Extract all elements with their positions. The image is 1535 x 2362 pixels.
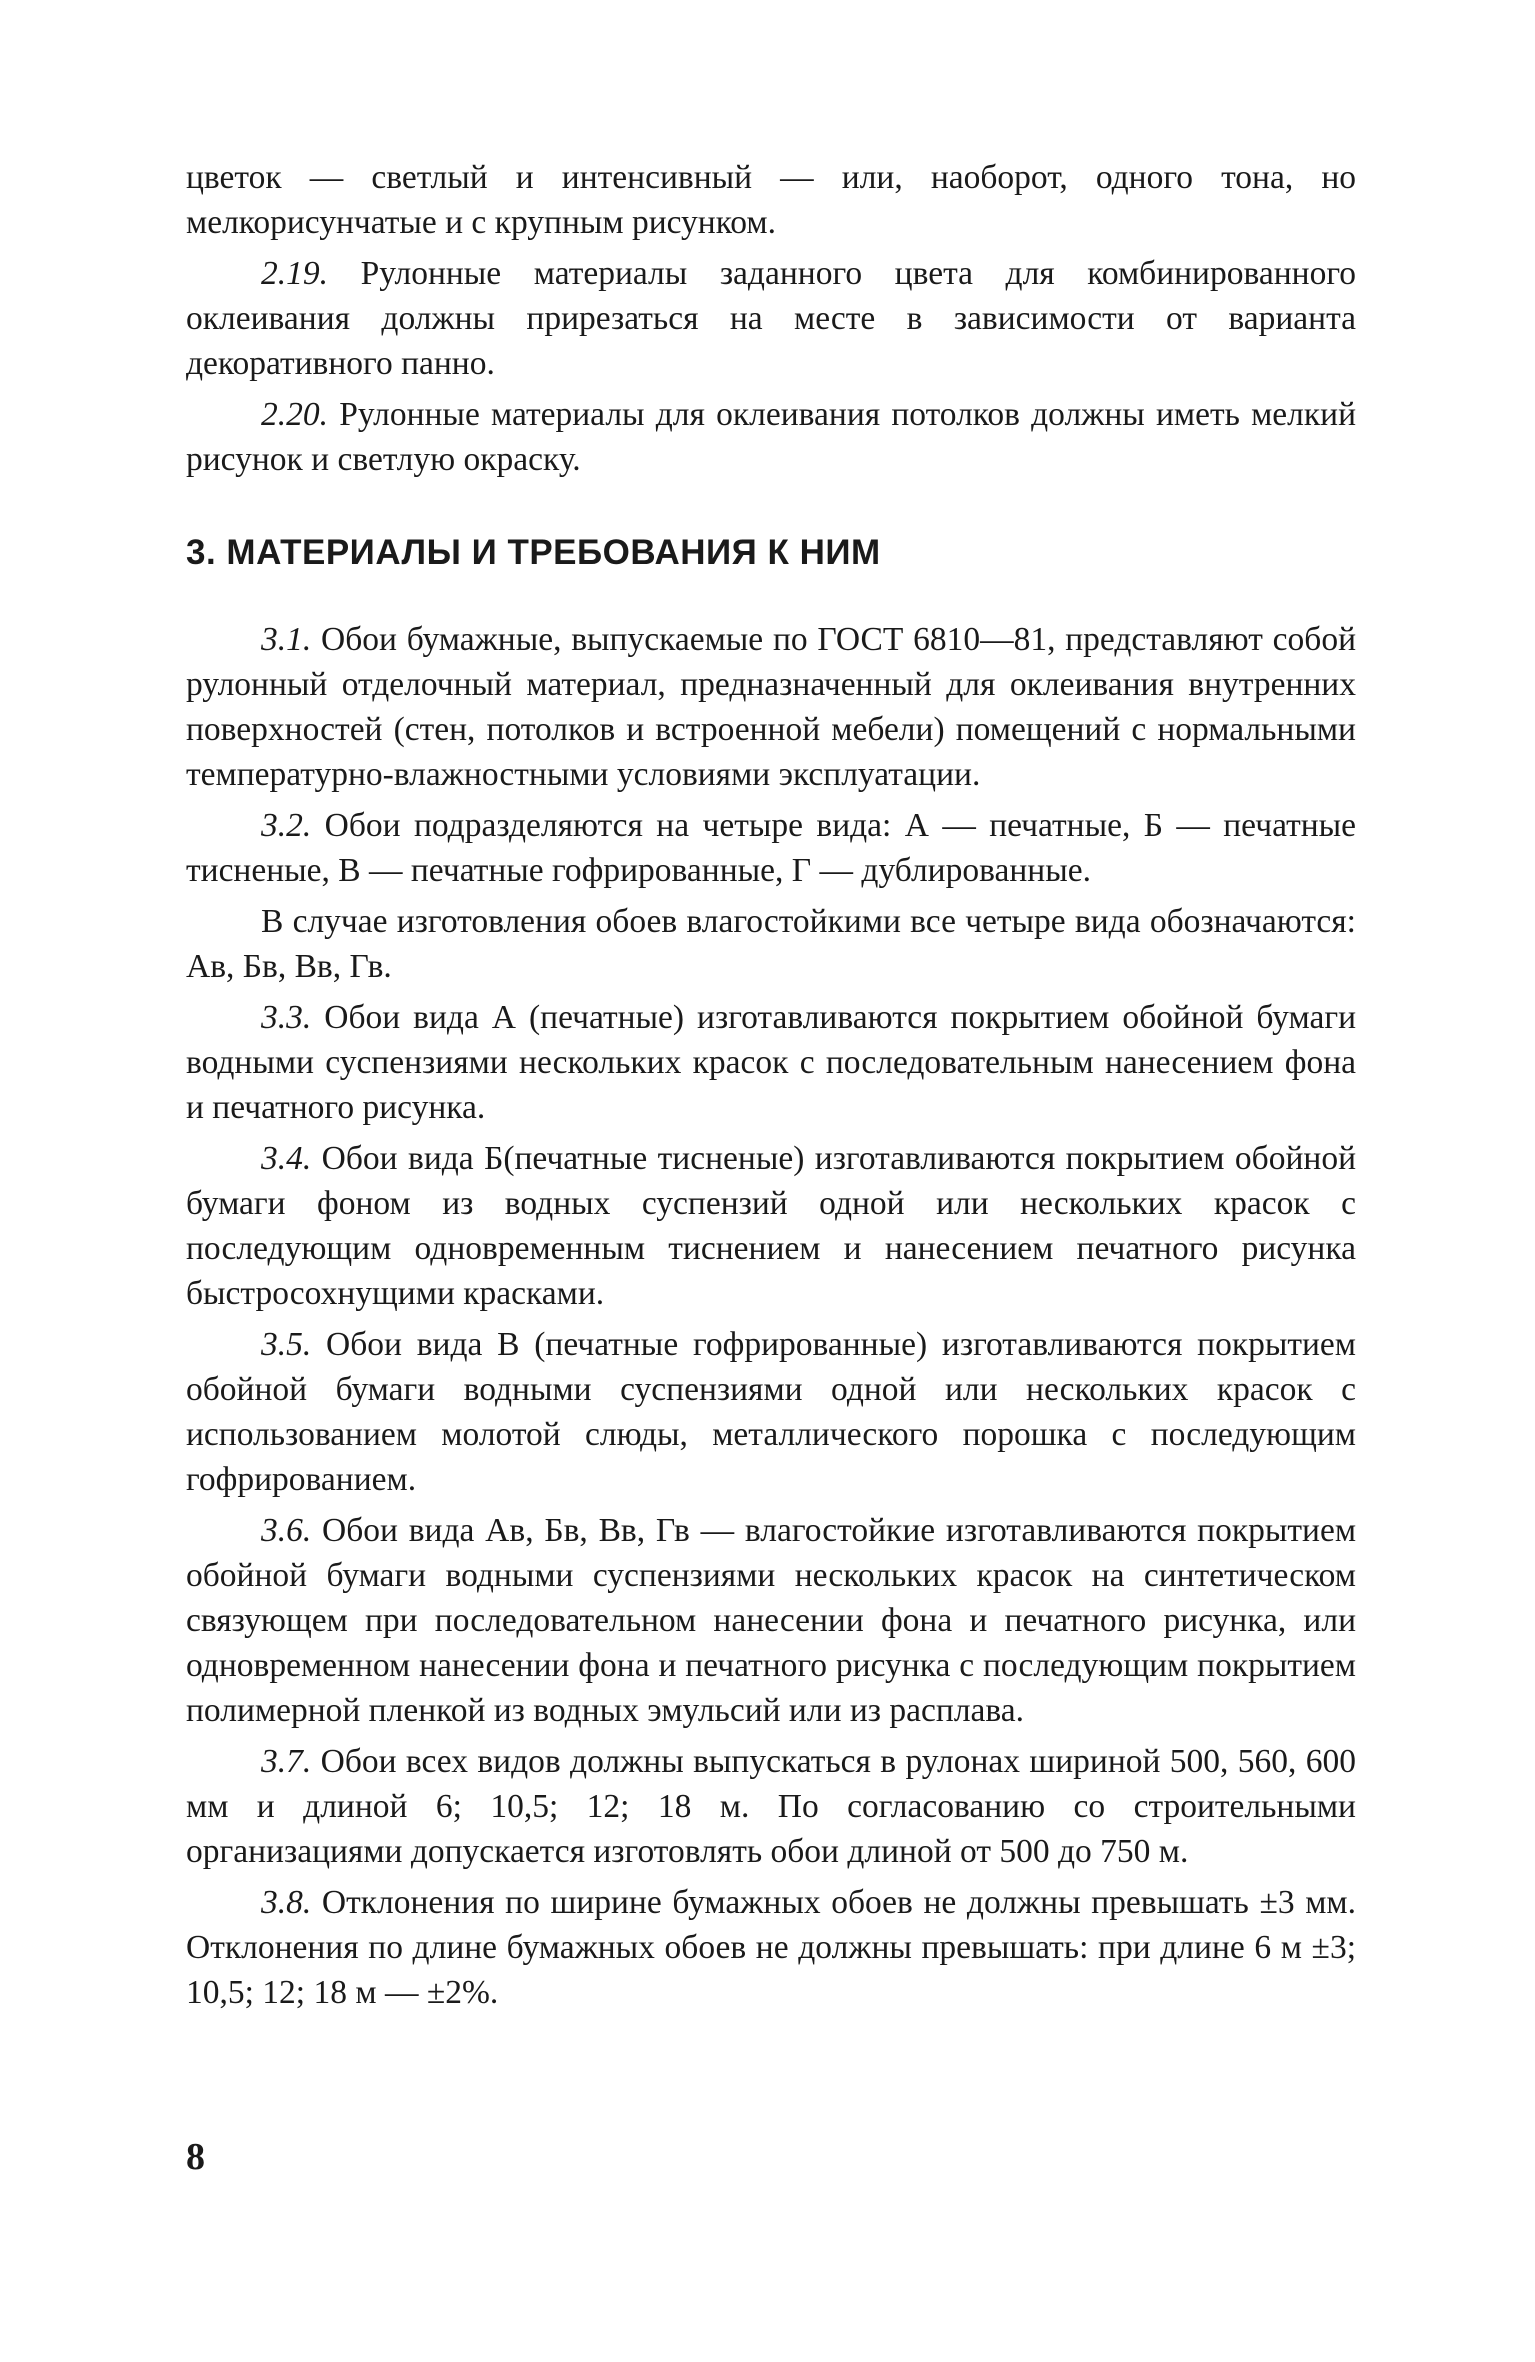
section-heading: 3. МАТЕРИАЛЫ И ТРЕБОВАНИЯ К НИМ [186, 533, 881, 572]
clause-number: 3.4. [261, 1140, 312, 1177]
clause-number: 3.3. [261, 999, 312, 1036]
clause-text: Обои бумажные, выпускаемые по ГОСТ 6810—81, представляют собой рулонный отделочный материал, предназначенный для оклеивания внутренних поверхностей (стен, потолков и встроенной мебели) помещений с нормальными температурно-влажностными условиями эксплуатации. [186, 621, 1357, 793]
clause-3-2 [186, 803, 1356, 893]
clause-number: 3.1. [261, 621, 312, 658]
clause-3-6 [186, 1508, 1356, 1733]
clause-number: 3.2. [261, 807, 312, 844]
clause-number: 3.5. [261, 1326, 312, 1363]
document-page [186, 155, 1356, 2021]
clause-text: Рулонные материалы для оклеивания потолков должны иметь мелкий рисунок и светлую окраску. [186, 396, 1357, 478]
clause-number: 2.19. [261, 255, 328, 292]
clause-number: 2.20. [261, 396, 328, 433]
clause-text: Обои всех видов должны выпускаться в рулонах шириной 500, 560, 600 мм и длиной 6; 10,5; 12; 18 м. По согласованию со строительными организациями допускается изготовлять обои длиной от 500 до 750 м. [186, 1743, 1357, 1870]
clause-3-1 [186, 617, 1356, 797]
clause-text: Обои вида А (печатные) изготавливаются покрытием обойной бумаги водными суспензиями нескольких красок с последовательным нанесением фона и печатного рисунка. [186, 999, 1356, 1126]
clause-2-20 [186, 392, 1356, 482]
intro-paragraph: цветок — светлый и интенсивный — или, наоборот, одного тона, но мелкорисунчатые и с крупным рисунком. [186, 159, 1356, 241]
clause-text: Обои подразделяются на четыре вида: А — печатные, Б — печатные тисненые, В — печатные гофрированные, Г — дублированные. [186, 807, 1357, 889]
clause-text: Отклонения по ширине бумажных обоев не должны превышать ±3 мм. Отклонения по длине бумажных обоев не должны превышать: при длине 6 м ±3; 10,5; 12; 18 м — ±2%. [186, 1884, 1356, 2011]
clause-2-19 [186, 251, 1356, 386]
clause-text: Обои вида Б(печатные тисненые) изготавливаются покрытием обойной бумаги фоном из водных суспензий одной или нескольких красок с последующим одновременным тиснением и нанесением печатного рисунка быстросохнущими красками. [186, 1140, 1357, 1312]
page-number: 8 [186, 2136, 205, 2178]
clause-number: 3.7. [261, 1743, 312, 1780]
clause-3-2-note: В случае изготовления обоев влагостойкими все четыре вида обозначаются: Ав, Бв, Вв, Гв. [186, 903, 1356, 985]
clause-3-4 [186, 1136, 1356, 1316]
clause-number: 3.8. [261, 1884, 312, 1921]
clause-3-7 [186, 1739, 1356, 1874]
clause-3-8 [186, 1880, 1356, 2015]
clause-number: 3.6. [261, 1512, 312, 1549]
clause-text: Обои вида Ав, Бв, Вв, Гв — влагостойкие изготавливаются покрытием обойной бумаги водными суспензиями нескольких красок на синтетическом связующем при последовательном нанесении фона и печатного рисунка, или одновременном нанесении фона и печатного рисунка с последующим покрытием полимерной пленкой из водных эмульсий или из расплава. [186, 1512, 1357, 1729]
clause-text: Рулонные материалы заданного цвета для комбинированного оклеивания должны прирезаться на месте в зависимости от варианта декоративного панно. [186, 255, 1356, 382]
clause-text: Обои вида В (печатные гофрированные) изготавливаются покрытием обойной бумаги водными суспензиями одной или нескольких красок с использованием молотой слюды, металлического порошка с последующим гофрированием. [186, 1326, 1356, 1498]
clause-3-5 [186, 1322, 1356, 1502]
clause-3-3 [186, 995, 1356, 1130]
